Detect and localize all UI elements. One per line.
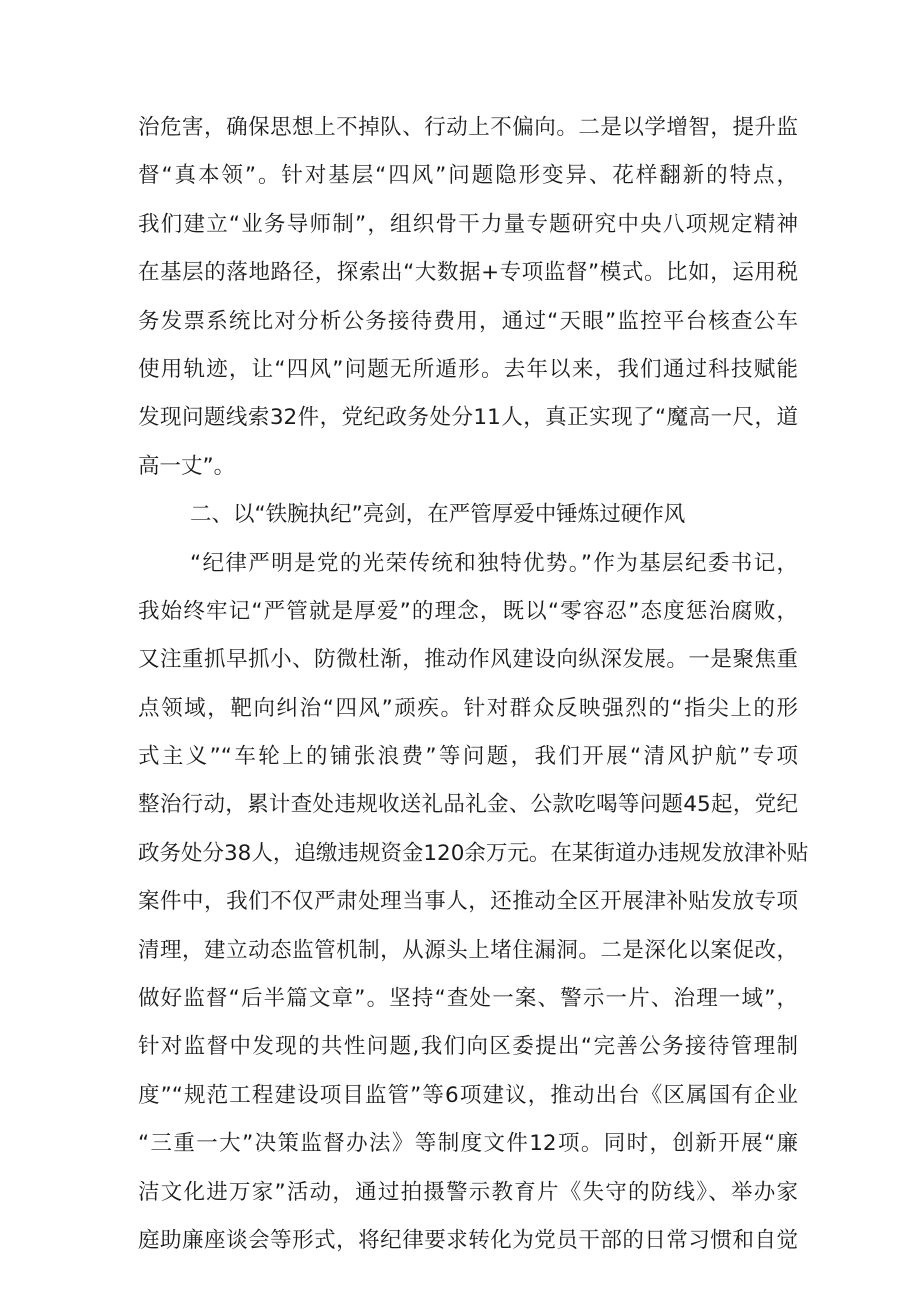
body-text <box>138 104 809 1265</box>
text-line: 点领域，靶向纠治“四风”顽疾。针对群众反映强烈的“指尖上的形 <box>138 695 798 721</box>
text-line: 又注重抓早抓小、防微杜渐，推动作风建设向纵深发展。一是聚焦重 <box>138 647 798 673</box>
text-line: 式主义”“车轮上的铺张浪费”等问题，我们开展“清风护航”专项 <box>138 744 798 770</box>
text-line: 我始终牢记“严管就是厚爱”的理念，既以“零容忍”态度惩治腐败， <box>138 598 798 624</box>
text-line: “纪律严明是党的光荣传统和独特优势。”作为基层纪委书记， <box>190 550 798 576</box>
text-line: 高一丈”。 <box>138 453 236 479</box>
text-line: 清理，建立动态监管机制，从源头上堵住漏洞。二是深化以案促改， <box>138 937 798 963</box>
text-line: 在基层的落地路径，探索出“大数据+专项监督”模式。比如，运用税 <box>138 260 798 286</box>
text-line: 洁文化进万家”活动，通过拍摄警示教育片《失守的防线》、举办家 <box>138 1179 798 1205</box>
section-heading: 二、以“铁腕执纪”亮剑，在严管厚爱中锤炼过硬作风 <box>190 502 686 528</box>
text-line: 发现问题线索32件，党纪政务处分11人，真正实现了“魔高一尺，道 <box>138 405 798 431</box>
text-line: 督“真本领”。针对基层“四风”问题隐形变异、花样翻新的特点， <box>138 163 798 189</box>
text-line: 度”“规范工程建设项目监管”等6项建议，推动出台《区属国有企业 <box>138 1082 798 1108</box>
text-line: 我们建立“业务导师制”，组织骨干力量专题研究中央八项规定精神 <box>138 211 798 237</box>
text-line: 使用轨迹，让“四风”问题无所遁形。去年以来，我们通过科技赋能 <box>138 356 798 382</box>
text-line: 治危害，确保思想上不掉队、行动上不偏向。二是以学增智，提升监 <box>138 115 798 140</box>
text-line: “三重一大”决策监督办法》等制度文件12项。同时，创新开展“廉 <box>138 1131 798 1157</box>
text-line: 政务处分38人，追缴违规资金120余万元。在某街道办违规发放津补贴 <box>138 840 809 866</box>
text-line: 庭助廉座谈会等形式，将纪律要求转化为党员干部的日常习惯和自觉 <box>138 1227 798 1253</box>
text-line: 针对监督中发现的共性问题,我们向区委提出“完善公务接待管理制 <box>138 1034 798 1060</box>
text-line: 做好监督“后半篇文章”。坚持“查处一案、警示一片、治理一域”， <box>138 986 798 1012</box>
text-line: 整治行动，累计查处违规收送礼品礼金、公款吃喝等问题45起，党纪 <box>138 792 798 818</box>
text-line: 务发票系统比对分析公务接待费用，通过“天眼”监控平台核查公车 <box>138 308 798 334</box>
text-line: 案件中，我们不仅严肃处理当事人，还推动全区开展津补贴发放专项 <box>138 889 798 915</box>
